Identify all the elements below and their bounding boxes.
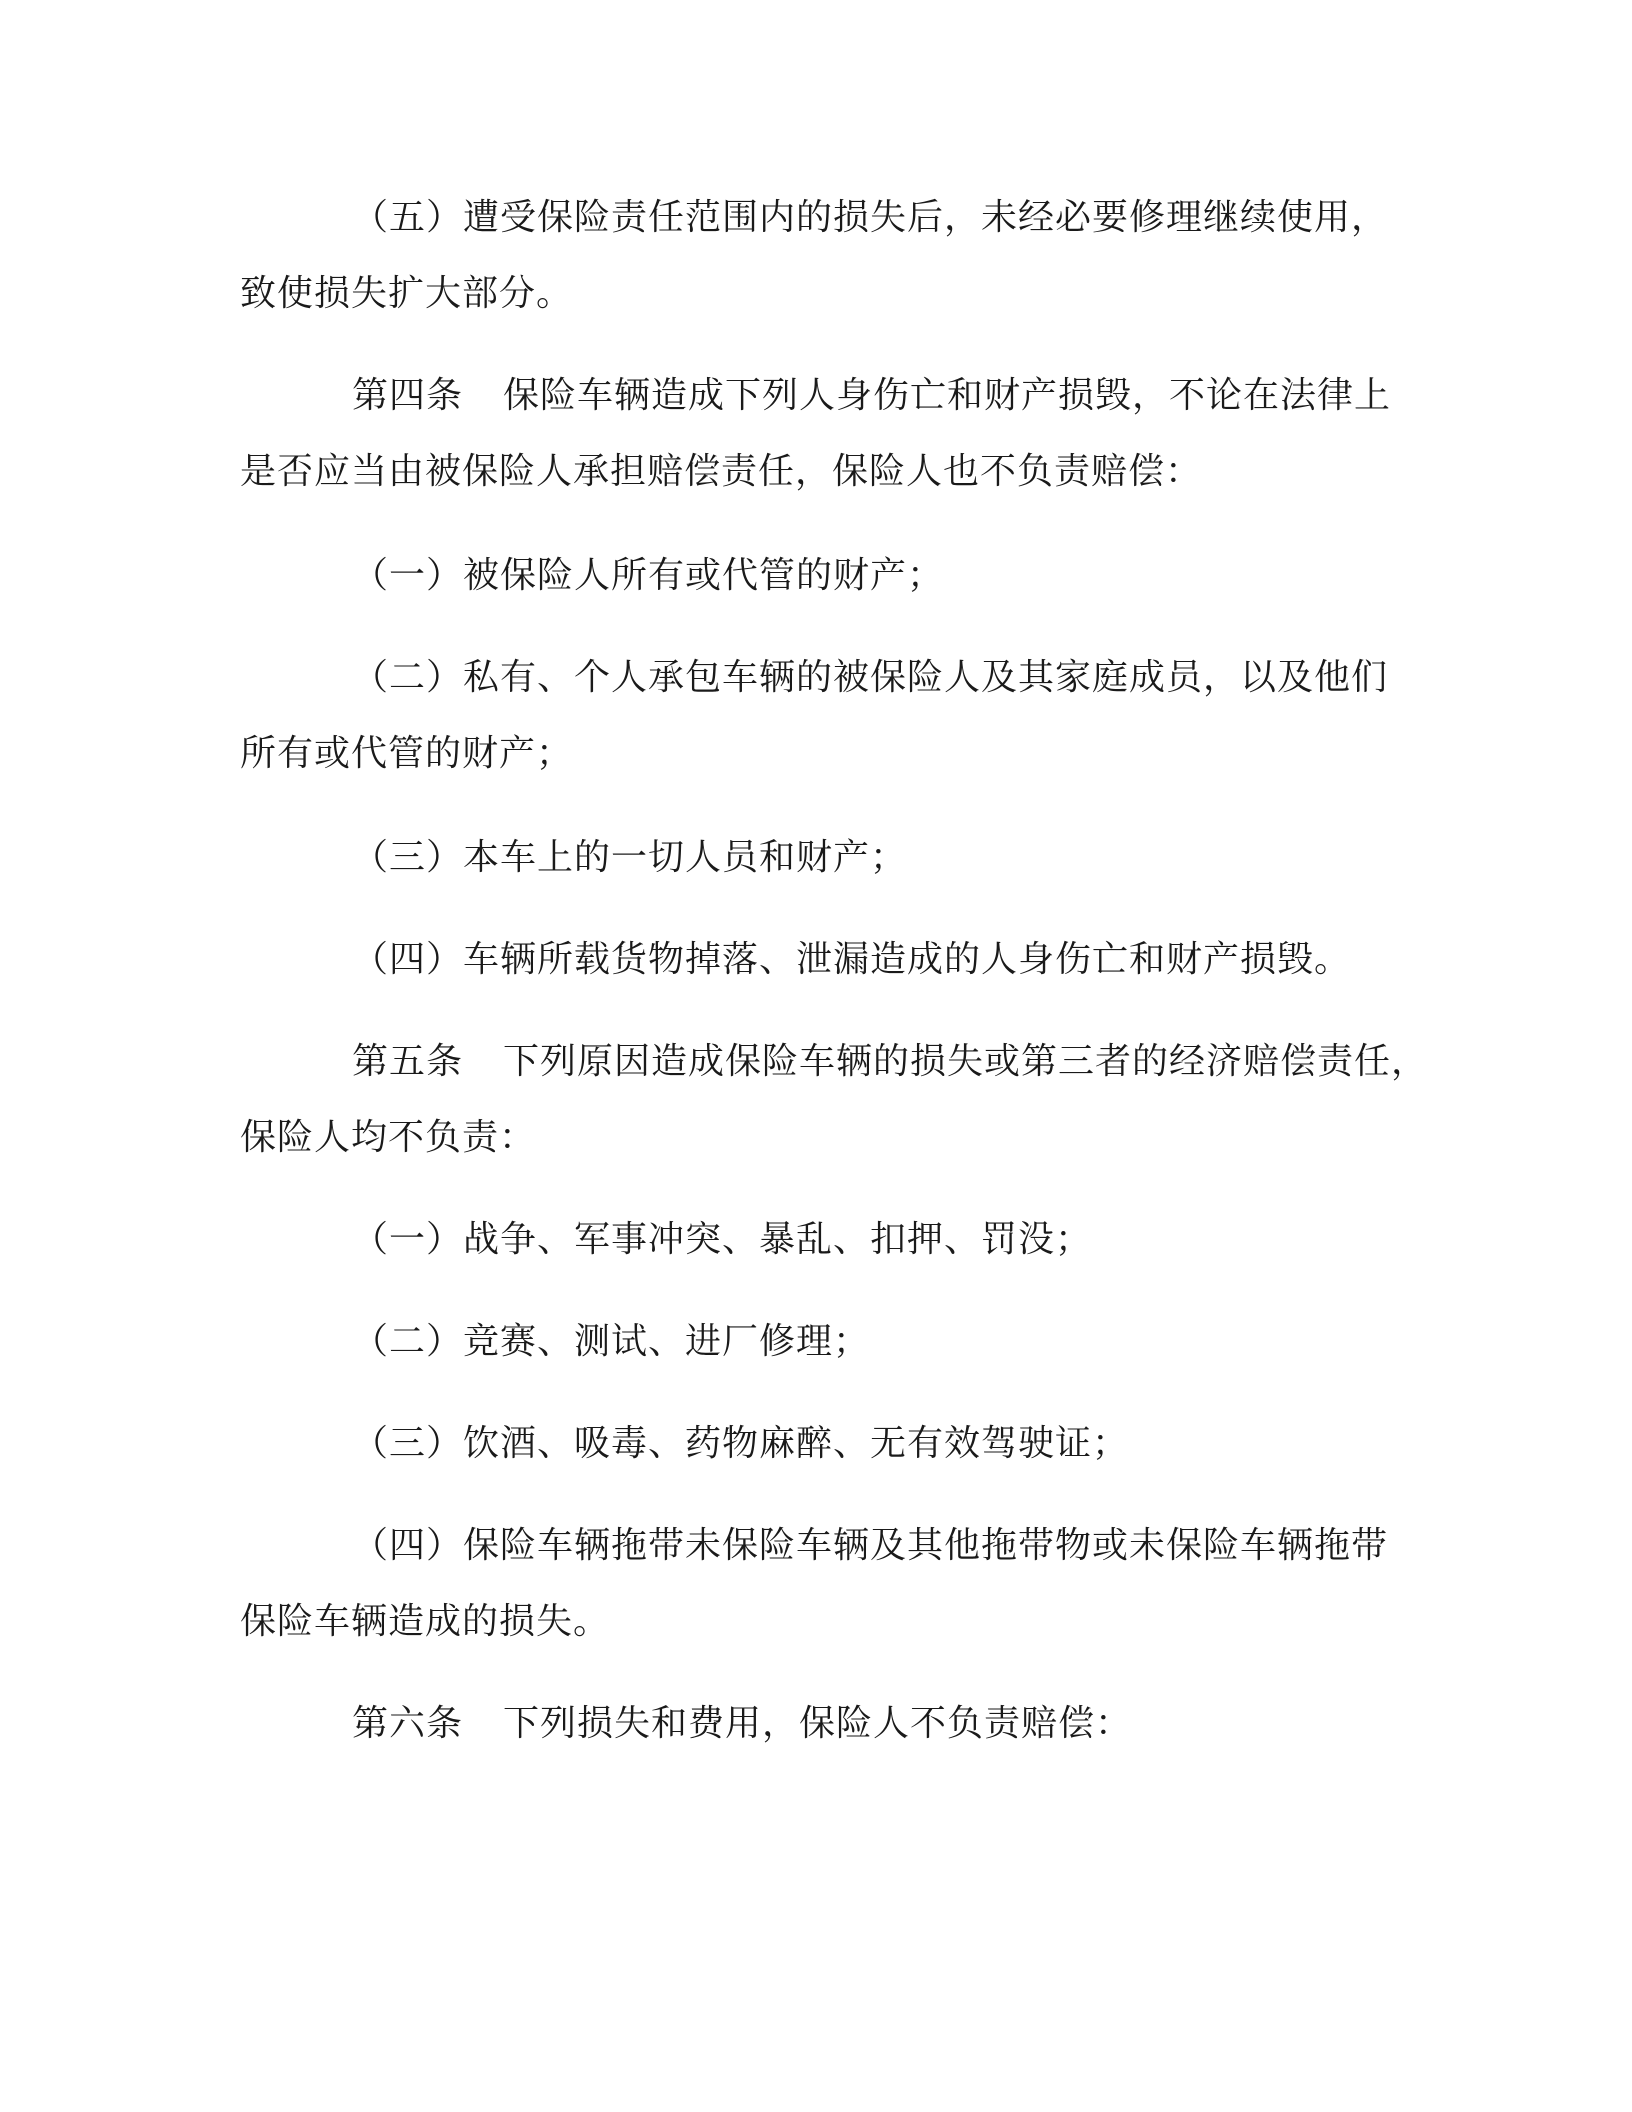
text-span: （四）保险车辆拖带未保险车辆及其他拖带物或未保险车辆拖带 [352,1525,1389,1566]
article-number: 第五条 [352,1041,464,1082]
article-number: 第六条 [352,1703,464,1744]
text-span: （一）被保险人所有或代管的财产； [352,555,945,596]
article-5-item-2 [352,1320,870,1364]
article-5-line-2 [240,1116,536,1160]
text-span: 保险车辆造成的损失。 [240,1601,611,1642]
article-4-item-1 [352,554,944,598]
article-5-line-1 [352,1040,1428,1084]
article-number: 第四条 [352,375,464,416]
clause-item-5-line-1 [352,196,1388,240]
article-4-item-4 [352,938,1351,982]
text-span: （四）车辆所载货物掉落、泄漏造成的人身伤亡和财产损毁。 [352,939,1352,980]
text-span: 所有或代管的财产； [240,733,574,774]
article-4-item-2-line-1 [352,656,1388,700]
text-span: （一）战争、军事冲突、暴乱、扣押、罚没； [352,1219,1093,1260]
text-span: （二）私有、个人承包车辆的被保险人及其家庭成员，以及他们 [352,657,1389,698]
text-span: （三）本车上的一切人员和财产； [352,837,908,878]
article-4-item-2-line-2 [240,732,573,776]
article-4-line-1 [352,374,1391,418]
text-span: 下列损失和费用，保险人不负责赔偿： [503,1703,1133,1744]
text-span: （五）遭受保险责任范围内的损失后，未经必要修理继续使用， [352,197,1389,238]
article-4-item-3 [352,836,907,880]
article-4-line-2 [240,450,1202,494]
article-5-item-4-line-1 [352,1524,1388,1568]
text-span: 下列原因造成保险车辆的损失或第三者的经济赔偿责任， [503,1041,1429,1082]
article-5-item-1 [352,1218,1092,1262]
article-5-item-3 [352,1422,1129,1466]
text-span: 保险人均不负责： [240,1117,537,1158]
text-span: 致使损失扩大部分。 [240,273,574,314]
text-span: 是否应当由被保险人承担赔偿责任，保险人也不负责赔偿： [240,451,1203,492]
text-span: （二）竞赛、测试、进厂修理； [352,1321,871,1362]
article-6-line-1 [352,1702,1132,1746]
clause-item-5-line-2 [240,272,573,316]
text-span: （三）饮酒、吸毒、药物麻醉、无有效驾驶证； [352,1423,1130,1464]
article-5-item-4-line-2 [240,1600,610,1644]
text-span: 保险车辆造成下列人身伤亡和财产损毁，不论在法律上 [503,375,1392,416]
